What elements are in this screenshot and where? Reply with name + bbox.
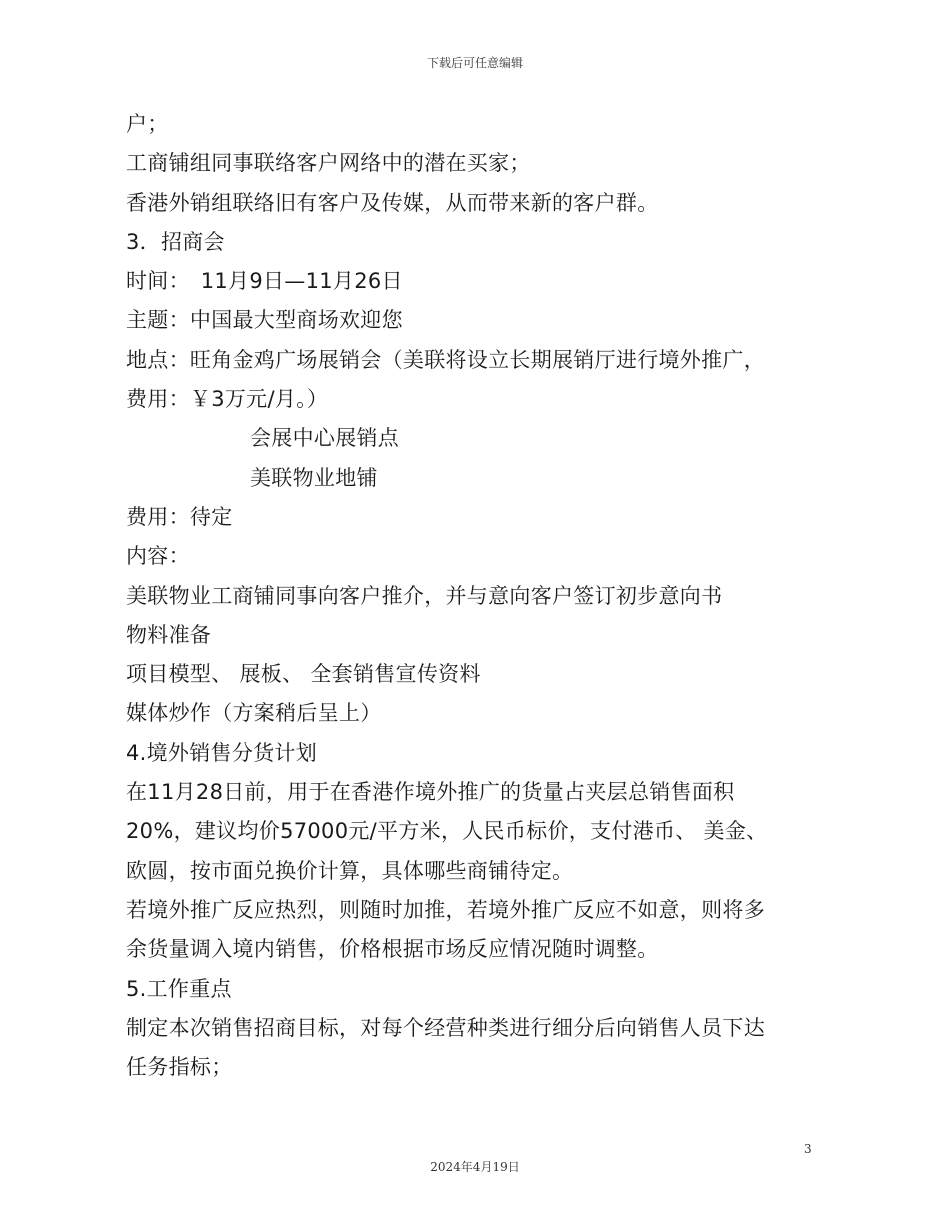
text-line: 费用：￥3万元/月。）	[126, 387, 329, 412]
text-line: 美联物业工商铺同事向客户推介，并与意向客户签订初步意向书	[126, 583, 723, 608]
page-number: 3	[804, 1142, 812, 1156]
text-line: 媒体炒作（方案稍后呈上）	[126, 701, 382, 726]
section-heading: 5.工作重点	[126, 976, 232, 1001]
body-text	[126, 105, 826, 1087]
text-line: 费用：待定	[126, 504, 233, 529]
text-line: 任务指标；	[126, 1055, 233, 1080]
section-heading: 4.境外销售分货计划	[126, 740, 318, 765]
text-line: 20%，建议均价57000元/平方米，人民币标价，支付港币、 美金、	[126, 819, 768, 844]
text-line: 工商铺组同事联络客户网络中的潜在买家；	[126, 151, 531, 176]
page-footer-date: 2024年4月19日	[430, 1160, 520, 1174]
text-line: 若境外推广反应热烈，则随时加推，若境外推广反应不如意，则将多	[126, 897, 765, 922]
text-line: 香港外销组联络旧有客户及传媒，从而带来新的客户群。	[126, 190, 659, 215]
text-line: 在11月28日前，用于在香港作境外推广的货量占夹层总销售面积	[126, 780, 735, 805]
text-line-indented: 美联物业地铺	[250, 465, 378, 490]
text-line: 主题：中国最大型商场欢迎您	[126, 308, 403, 333]
section-heading: 3．招商会	[126, 229, 225, 254]
text-line: 地点：旺角金鸡广场展销会（美联将设立长期展销厅进行境外推广，	[126, 347, 765, 372]
text-line: 时间： 11月9日—11月26日	[126, 269, 403, 294]
page-header: 下载后可任意编辑	[426, 56, 523, 70]
text-line: 余货量调入境内销售，价格根据市场反应情况随时调整。	[126, 937, 659, 962]
text-line: 项目模型、 展板、 全套销售宣传资料	[126, 662, 481, 687]
text-line-indented: 会展中心展销点	[250, 426, 400, 451]
text-line: 户；	[126, 112, 169, 136]
text-line: 物料准备	[126, 622, 212, 647]
text-line: 制定本次销售招商目标，对每个经营种类进行细分后向销售人员下达	[126, 1015, 765, 1040]
text-line: 内容：	[126, 544, 190, 569]
text-line: 欧圆，按市面兑换价计算，具体哪些商铺待定。	[126, 858, 574, 883]
